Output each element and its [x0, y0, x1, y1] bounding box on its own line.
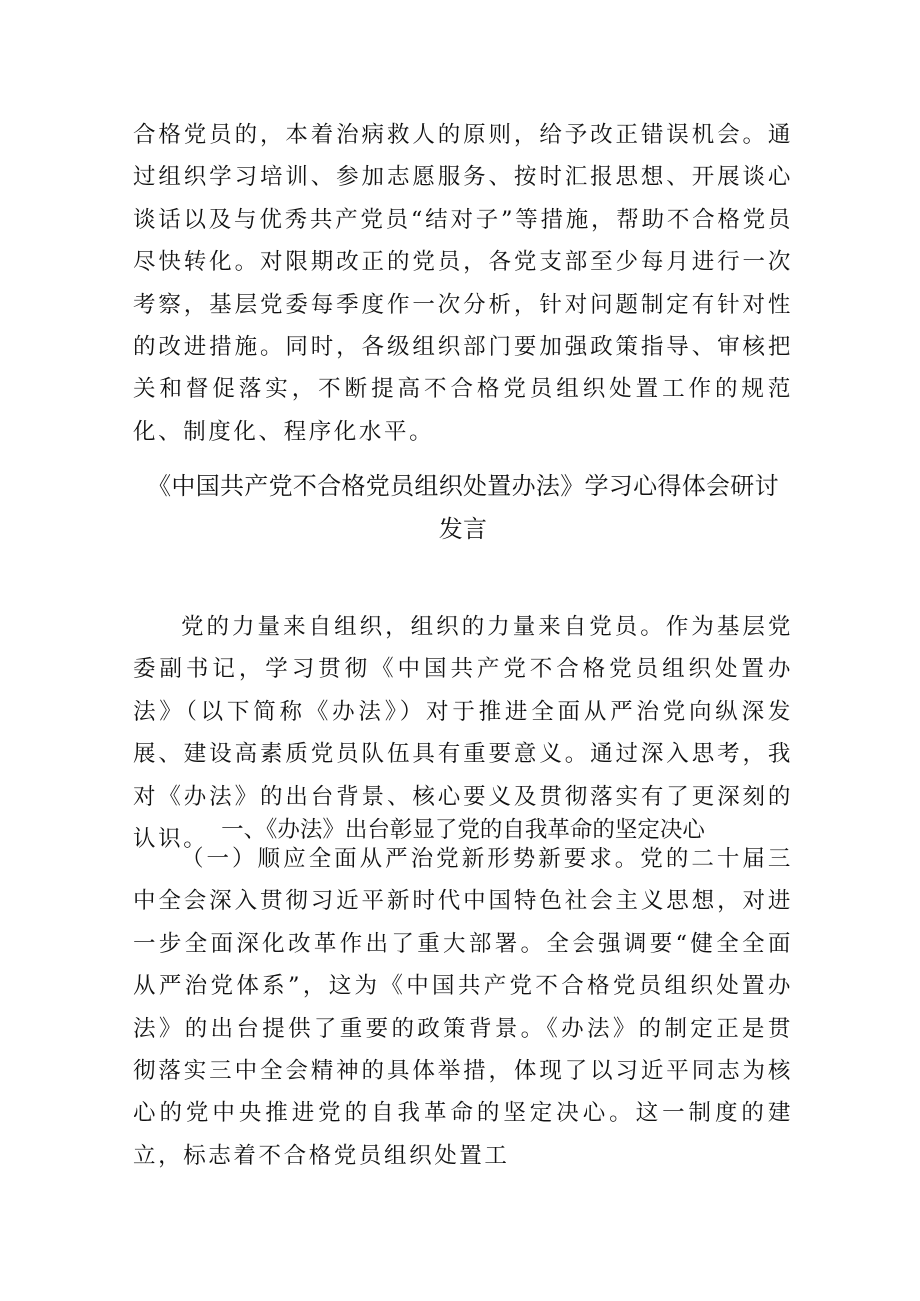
document-title-line-2: 发言 [438, 515, 488, 543]
section-heading-1: 一、《办法》出台彰显了党的自我革命的坚定决心 [221, 817, 705, 843]
body-paragraph-continued: 合格党员的，本着治病救人的原则，给予改正错误机会。通过组织学习培训、参加志愿服务、按时汇报思想、开展谈心谈话以及与优秀共产党员“结对子”等措施，帮助不合格党员尽快转化。对限期改正的党员，各党支部至少每月进行一次考察，基层党委每季度作一次分析，针对问题制定有针对性的改进措施。同时，各级组织部门要加强政策指导、审核把关和督促落实，不断提高不合格党员组织处置工作的规范化、制度化、程序化水平。 [133, 122, 793, 445]
section-1-paragraph-1: （一）顺应全面从严治党新形势新要求。党的二十届三中全会深入贯彻习近平新时代中国特色社会主义思想，对进一步全面深化改革作出了重大部署。全会强调要“健全全面从严治党体系”，这为《中国共产党不合格党员组织处置办法》的出台提供了重要的政策背景。《办法》的制定正是贯彻落实三中全会精神的具体举措，体现了以习近平同志为核心的党中央推进党的自我革命的坚定决心。这一制度的建立，标志着不合格党员组织处置工 [133, 846, 793, 1169]
document-title-line-1: 《中国共产党不合格党员组织处置办法》学习心得体会研讨 [147, 472, 779, 500]
intro-paragraph: 党的力量来自组织，组织的力量来自党员。作为基层党委副书记，学习贯彻《中国共产党不合格党员组织处置办法》（以下简称《办法》）对于推进全面从严治党向纵深发展、建设高素质党员队伍具有重要意义。通过深入思考，我对《办法》的出台背景、核心要义及贯彻落实有了更深刻的认识。 [133, 614, 793, 853]
document-title [133, 465, 793, 551]
